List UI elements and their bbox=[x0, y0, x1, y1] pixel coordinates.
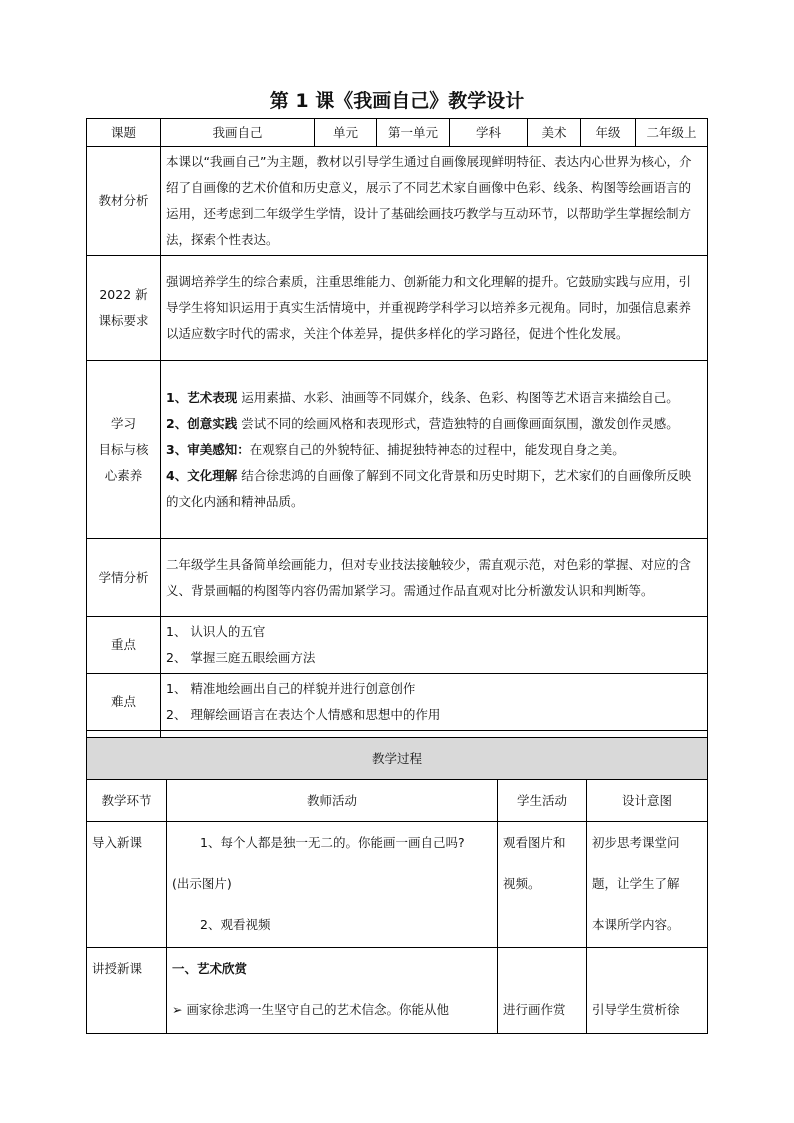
difficulty-item: 2、 理解绘画语言在表达个人情感和思想中的作用 bbox=[166, 707, 441, 722]
student-cell bbox=[498, 822, 587, 948]
student-line bbox=[503, 948, 581, 989]
subject-value: 美术 bbox=[528, 119, 581, 147]
unit-label: 单元 bbox=[315, 119, 377, 147]
key-point-item: 2、 掌握三庭五眼绘画方法 bbox=[166, 650, 316, 665]
difficulty-item: 1、 精准地绘画出自己的样貌并进行创意创作 bbox=[166, 681, 416, 696]
teacher-line: 1、每个人都是独一无二的。你能画一画自己吗? bbox=[200, 835, 465, 850]
standard-text: 强调培养学生的综合素质，注重思维能力、创新能力和文化理解的提升。它鼓励实践与应用，引导学生将知识运用于真实生活情境中，并重视跨学科学习以培养多元视角。同时，加强信息素养以适应数字时代的需求，关注个体差异，提供多样化的学习路径，促进个性化发展。 bbox=[161, 256, 708, 361]
standard-row bbox=[87, 256, 708, 361]
intent-line: 题，让学生了解 bbox=[592, 876, 680, 891]
key-points-list bbox=[161, 617, 708, 674]
goals-row bbox=[87, 361, 708, 539]
analysis-text: 本课以“我画自己”为主题，教材以引导学生通过自画像展现鲜明特征、表达内心世界为核心，介绍了自画像的艺术价值和历史意义，展示了不同艺术家自画像中色彩、线条、构图等绘画语言的运用，还考虑到二年级学生学情，设计了基础绘画技巧教学与互动环节，以帮助学生掌握绘制方法，探索个性表达。 bbox=[161, 147, 708, 256]
process-columns-row bbox=[87, 780, 708, 822]
key-points-row bbox=[87, 617, 708, 674]
process-heading-row bbox=[87, 738, 708, 780]
stage-cell: 讲授新课 bbox=[87, 948, 167, 1034]
goals-label bbox=[87, 361, 161, 539]
goals-label-line3: 心素养 bbox=[104, 467, 143, 483]
process-row-intro bbox=[87, 822, 708, 948]
stage-cell: 导入新课 bbox=[87, 822, 167, 948]
goal-item: 3、审美感知：在观察自己的外貌特征、捕捉独特神态的过程中，能发现自身之美。 bbox=[166, 441, 625, 457]
standard-label-line2: 课标要求 bbox=[98, 313, 149, 328]
process-row-new bbox=[87, 948, 708, 1034]
goal-item: 1、艺术表现 运用素描、水彩、油画等不同媒介，线条、色彩、构图等艺术语言来描绘自己。 bbox=[166, 389, 679, 405]
teacher-line: (出示图片) bbox=[172, 876, 232, 891]
process-table bbox=[86, 737, 708, 1034]
arrow-bullet-icon: ➢ bbox=[172, 1002, 183, 1017]
difficulties-list bbox=[161, 674, 708, 731]
process-heading: 教学过程 bbox=[87, 738, 708, 780]
goal-item: 2、创意实践 尝试不同的绘画风格和表现形式，营造独特的自画像画面氛围，激发创作灵感。 bbox=[166, 415, 679, 431]
lesson-header-row bbox=[87, 119, 708, 147]
goals-label-line1: 学习 bbox=[110, 415, 136, 431]
student-line: 观看图片和 bbox=[503, 835, 566, 850]
teacher-cell bbox=[167, 948, 498, 1034]
standard-label-line1: 2022 新 bbox=[99, 287, 148, 302]
grade-value: 二年级上 bbox=[636, 119, 708, 147]
intent-line: 本课所学内容。 bbox=[592, 917, 680, 932]
intent-line: 初步思考课堂问 bbox=[592, 835, 680, 850]
standard-label bbox=[87, 256, 161, 361]
difficulties-label: 难点 bbox=[87, 674, 161, 731]
intent-line: 引导学生赏析徐 bbox=[592, 1002, 680, 1017]
teacher-heading: 一、艺术欣赏 bbox=[172, 961, 248, 976]
intent-line bbox=[592, 948, 702, 989]
learners-text: 二年级学生具备简单绘画能力，但对专业技法接触较少，需直观示范，对色彩的掌握、对应的含义、背景画幅的构图等内容仍需加紧学习。需通过作品直观对比分析激发认识和判断等。 bbox=[161, 539, 708, 617]
teacher-cell bbox=[167, 822, 498, 948]
unit-value: 第一单元 bbox=[377, 119, 450, 147]
column-student: 学生活动 bbox=[498, 780, 587, 822]
goal-item: 4、文化理解 结合徐悲鸿的自画像了解到不同文化背景和历史时期下，艺术家们的自画像所反映的文化内涵和精神品质。 bbox=[166, 467, 692, 509]
learners-row bbox=[87, 539, 708, 617]
learners-label: 学情分析 bbox=[87, 539, 161, 617]
difficulties-row bbox=[87, 674, 708, 731]
goals-label-line2: 目标与核 bbox=[98, 441, 149, 457]
page-title: 第 1 课《我画自己》教学设计 bbox=[269, 90, 525, 112]
grade-label: 年级 bbox=[581, 119, 636, 147]
lesson-info-table bbox=[86, 118, 708, 758]
analysis-row bbox=[87, 147, 708, 256]
teacher-bullet-line: ➢ 画家徐悲鸿一生坚守自己的艺术信念。你能从他 bbox=[172, 1002, 449, 1017]
key-point-item: 1、 认识人的五官 bbox=[166, 624, 266, 639]
subject-label: 学科 bbox=[450, 119, 528, 147]
student-line: 进行画作赏 bbox=[503, 1002, 566, 1017]
intent-cell bbox=[587, 822, 708, 948]
column-teacher: 教师活动 bbox=[167, 780, 498, 822]
student-line: 视频。 bbox=[503, 876, 541, 891]
lesson-value: 我画自己 bbox=[161, 119, 315, 147]
lesson-label: 课题 bbox=[87, 119, 161, 147]
column-intent: 设计意图 bbox=[587, 780, 708, 822]
column-stage: 教学环节 bbox=[87, 780, 167, 822]
intent-cell bbox=[587, 948, 708, 1034]
goals-list bbox=[161, 361, 708, 539]
key-points-label: 重点 bbox=[87, 617, 161, 674]
analysis-label: 教材分析 bbox=[87, 147, 161, 256]
teacher-line: 2、观看视频 bbox=[200, 917, 271, 932]
student-cell bbox=[498, 948, 587, 1034]
